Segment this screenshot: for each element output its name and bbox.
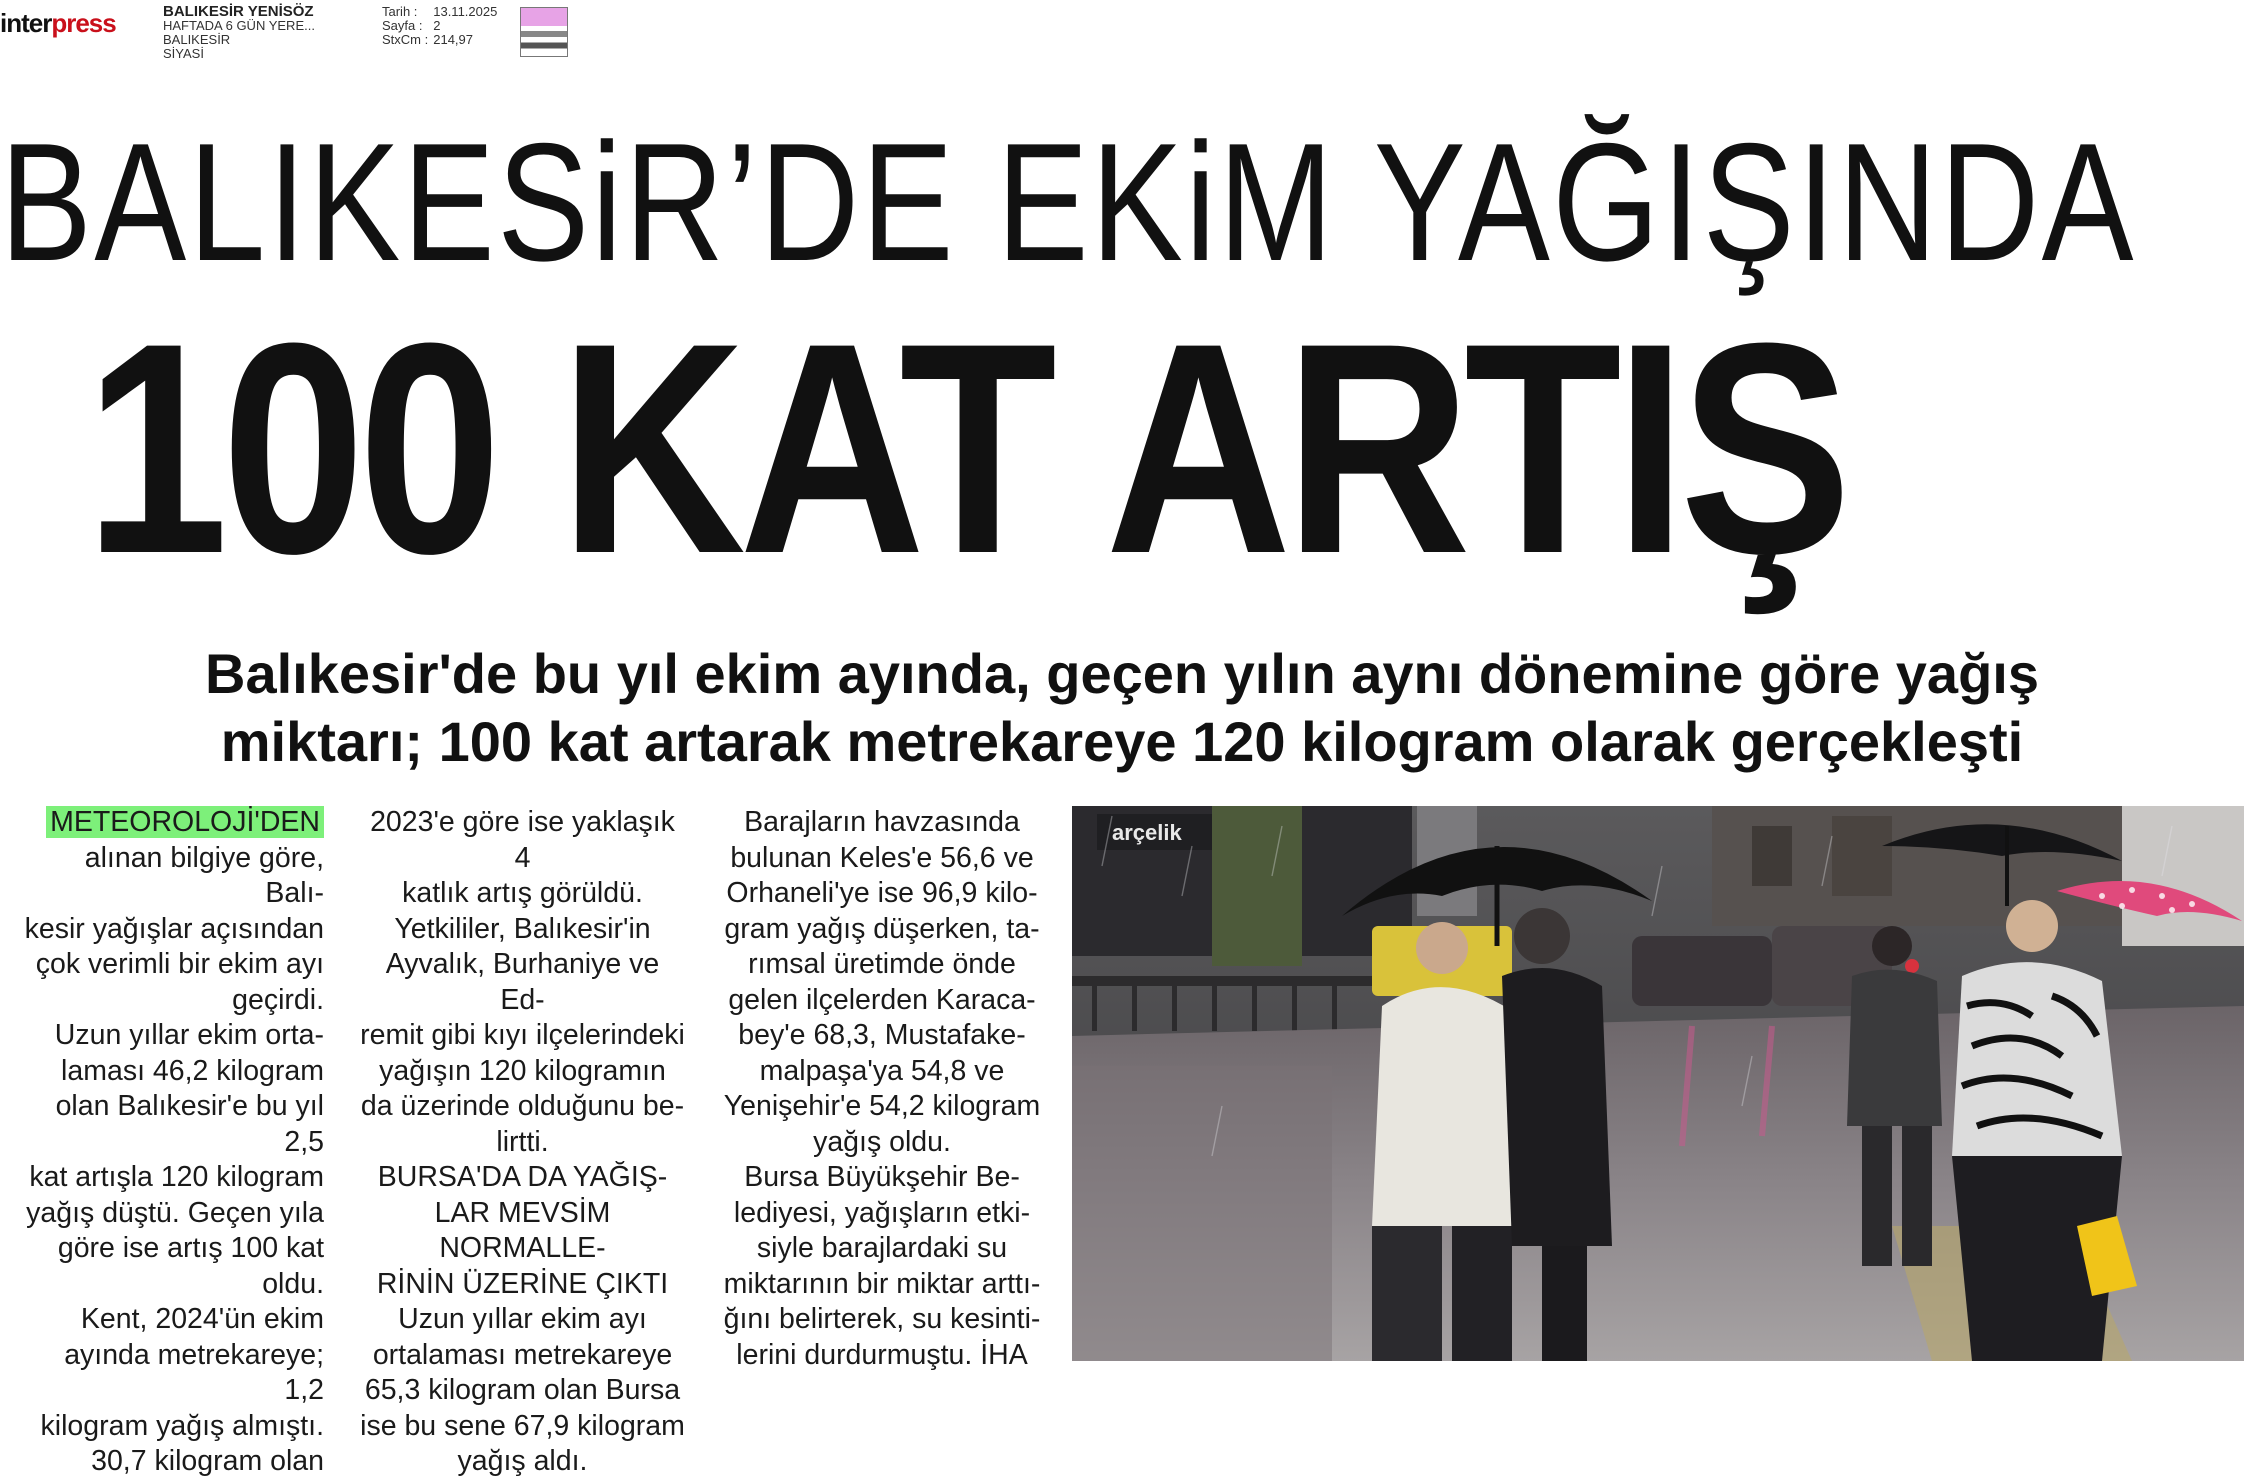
col3-line: rımsal üretimde önde — [748, 948, 1016, 980]
subheadline-line-1: Balıkesir'de bu yıl ekim ayında, geçen yılın aynı dönemine göre yağış — [205, 642, 2039, 705]
col2-line: da üzerinde olduğunu be- — [360, 1090, 685, 1122]
col3-line: Yenişehir'e 54,2 kilogram — [723, 1090, 1041, 1122]
col1-line: çok verimli bir ekim ayı — [35, 948, 324, 980]
date-label: Tarih : — [382, 4, 418, 19]
col1-line: kesir yağışlar açısından — [24, 912, 324, 945]
subheading-line: BURSA'DA DA YAĞIŞ- — [377, 1161, 668, 1193]
col3-line: Orhaneli'ye ise 96,9 kilo- — [726, 877, 1038, 909]
interpress-logo — [0, 8, 116, 39]
col3-line: malpaşa'ya 54,8 ve — [759, 1054, 1005, 1087]
col1-line: kat artışla 120 kilogram — [29, 1161, 324, 1193]
section-lead-highlight: METEOROLOJİ'DEN — [46, 806, 324, 838]
col1-line: Uzun yıllar ekim orta- — [54, 1019, 324, 1051]
publication-name: BALIKESİR YENİSÖZ — [163, 3, 314, 20]
col3-line: gram yağış düşerken, ta- — [724, 912, 1040, 945]
col2-line: 2023'e göre ise yaklaşık 4 — [370, 806, 675, 874]
col1-line: oldu. — [262, 1267, 324, 1300]
subheading-line: RİNİN ÜZERİNE ÇIKTI — [376, 1267, 669, 1300]
col3-line: miktarının bir miktar arttı- — [723, 1267, 1041, 1300]
col2-line: remit gibi kıyı ilçelerindeki — [360, 1019, 685, 1051]
col2-line: katlık artış görüldü. — [402, 877, 643, 909]
store-sign-text: arçelik — [1112, 820, 1182, 845]
date-value: 13.11.2025 — [433, 4, 498, 19]
page-label: Sayfa : — [382, 18, 423, 33]
publication-frequency: HAFTADA 6 GÜN YERE... — [163, 18, 315, 33]
logo-prefix: inter — [0, 8, 52, 38]
col3-line: bulunan Keles'e 56,6 ve — [730, 841, 1034, 874]
rainy-street-illustration — [1072, 806, 2244, 1361]
article-column-3 — [722, 805, 1042, 1373]
col3-line: bey'e 68,3, Mustafake- — [738, 1019, 1026, 1051]
col2-line: ise bu sene 67,9 kilogram — [360, 1409, 685, 1442]
col3-line: gelen ilçelerden Karaca- — [728, 983, 1036, 1016]
col2-line: Uzun yıllar ekim ayı — [398, 1303, 647, 1335]
col3-line: yağış oldu. — [813, 1125, 951, 1158]
subheadline — [0, 640, 2244, 776]
headline-line-1: BALIKESiR’DE EKiM YAĞIŞINDA — [0, 108, 2136, 296]
publication-info — [163, 5, 315, 61]
headline-line-2: 100 KAT ARTIŞ — [84, 280, 1845, 616]
col1-line: olan Balıkesir'e bu yıl 2,5 — [55, 1090, 324, 1158]
col3-line: lediyesi, yağışların etki- — [733, 1196, 1031, 1229]
col1-line: göre ise artış 100 kat — [57, 1232, 324, 1264]
col2-line: lirtti. — [496, 1125, 549, 1158]
article-column-2 — [360, 805, 685, 1480]
article-column-1 — [22, 805, 324, 1480]
col1-line: alınan bilgiye göre, Balı- — [84, 841, 324, 909]
col2-line: 65,3 kilogram olan Bursa — [364, 1374, 681, 1406]
col2-line: Yetkililer, Balıkesir'in — [394, 912, 651, 945]
col1-line: Kent, 2024'ün ekim — [80, 1303, 324, 1335]
col2-line: ortalaması metrekareye — [372, 1338, 673, 1371]
col3-line: lerini durdurmuştu. İHA — [736, 1338, 1028, 1371]
col2-line: Ayvalık, Burhaniye ve Ed- — [385, 948, 660, 1016]
page-thumbnail[interactable] — [520, 7, 568, 57]
clipping-meta — [382, 5, 502, 47]
col1-line: ayında metrekareye; 1,2 — [64, 1338, 324, 1406]
page-value: 2 — [433, 18, 441, 33]
area-value: 214,97 — [433, 32, 473, 47]
col3-line: Bursa Büyükşehir Be- — [744, 1161, 1020, 1193]
col1-line: yağış düştü. Geçen yıla — [26, 1196, 324, 1229]
publication-section: SİYASİ — [163, 46, 204, 61]
col3-line: ğını belirterek, su kesinti- — [723, 1303, 1041, 1335]
col1-line: 30,7 kilogram olan — [91, 1445, 324, 1477]
col1-line: kilogram yağış almıştı. — [40, 1409, 324, 1442]
col2-line: yağış aldı. — [457, 1445, 588, 1477]
col2-line: yağışın 120 kilogramın — [379, 1054, 666, 1087]
col3-line: Barajların havzasında — [744, 806, 1020, 838]
col1-line: geçirdi. — [232, 983, 324, 1016]
rainy-street-photo — [1072, 806, 2244, 1361]
publication-city: BALIKESİR — [163, 32, 231, 47]
logo-suffix: press — [51, 8, 116, 38]
subheading-line: LAR MEVSİM NORMALLE- — [434, 1196, 611, 1264]
subheadline-line-2: miktarı; 100 kat artarak metrekareye 120 kilogram olarak gerçekleşti — [220, 710, 2024, 773]
col1-line: laması 46,2 kilogram — [61, 1054, 324, 1087]
col3-line: siyle barajlardaki su — [756, 1232, 1008, 1264]
area-label: StxCm : — [382, 32, 429, 47]
